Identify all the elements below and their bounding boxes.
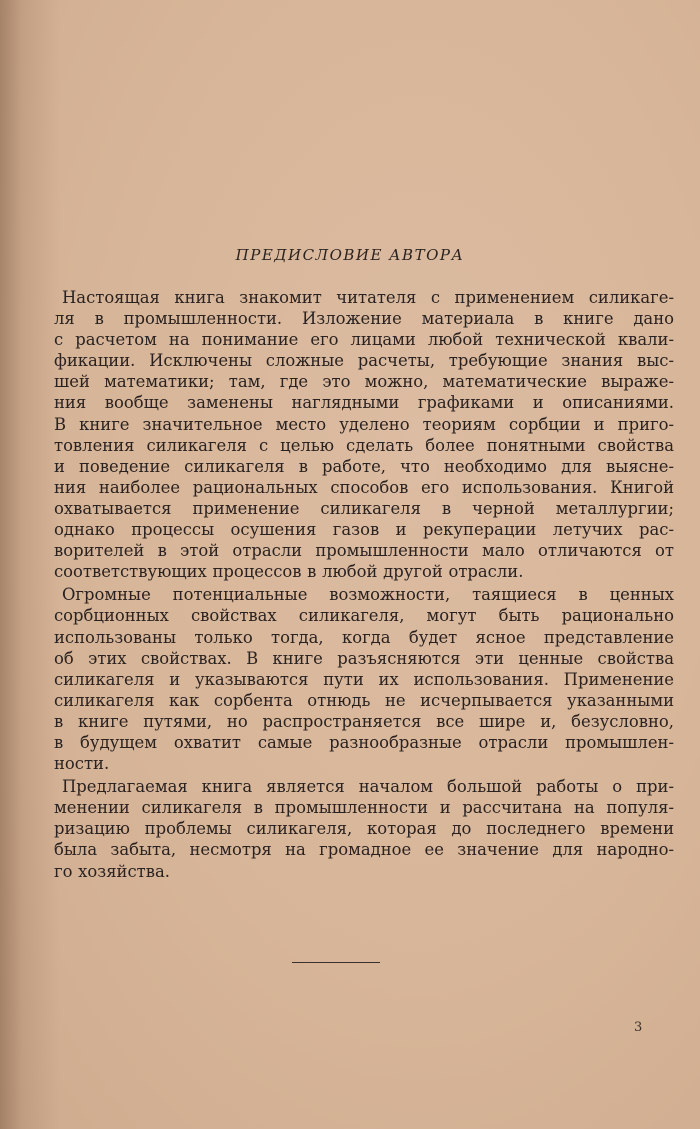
- paragraph: [54, 584, 674, 774]
- page-number: 3: [634, 1020, 643, 1035]
- text-line: фикации. Исключены сложные расчеты, требующие знания выс-: [54, 351, 674, 371]
- text-line: силикагеля и указываются пути их использования. Применение: [54, 669, 674, 689]
- text-line: товления силикагеля с целью сделать более понятными свойства: [54, 435, 674, 455]
- text-line: ности.: [54, 754, 110, 774]
- text-line: об этих свойствах. В книге разъясняются эти ценные свойства: [54, 648, 674, 668]
- paragraph: [54, 776, 674, 881]
- text-line: шей математики; там, где это можно, математические выраже-: [54, 372, 674, 392]
- text-line: Огромные потенциальные возможности, таящиеся в ценных: [62, 585, 674, 605]
- text-line: менении силикагеля в промышленности и рассчитана на популя-: [54, 798, 674, 818]
- text-line: однако процессы осушения газов и рекуперации летучих рас-: [54, 520, 674, 540]
- text-line: ния наиболее рациональных способов его использования. Книгой: [54, 477, 674, 497]
- text-line: ния вообще заменены наглядными графиками и описаниями.: [54, 393, 674, 413]
- text-line: го хозяйства.: [54, 861, 170, 881]
- text-line: использованы только тогда, когда будет ясное представление: [54, 627, 674, 647]
- preface-body: [54, 287, 674, 882]
- text-line: ля в промышленности. Изложение материала в книге дано: [54, 309, 674, 329]
- paragraph: [54, 287, 674, 582]
- text-line: Настоящая книга знакомит читателя с применением силикаге-: [62, 288, 674, 307]
- page-heading: ПРЕДИСЛОВИЕ АВТОРА: [235, 246, 465, 264]
- text-line: ворителей в этой отрасли промышленности мало отличаются от: [54, 541, 674, 561]
- text-line: была забыта, несмотря на громадное ее значение для народно-: [54, 840, 674, 860]
- text-line: с расчетом на понимание его лицами любой технической квали-: [54, 330, 674, 350]
- text-line: ризацию проблемы силикагеля, которая до последнего времени: [54, 819, 674, 839]
- text-line: соответствующих процессов в любой другой отрасли.: [54, 562, 524, 582]
- text-line: в книге путями, но распространяется все шире и, безусловно,: [54, 711, 674, 731]
- text-line: силикагеля как сорбента отнюдь не исчерпывается указанными: [54, 690, 674, 710]
- text-line: В книге значительное место уделено теориям сорбции и приго-: [54, 414, 674, 434]
- text-line: в будущем охватит самые разнообразные отрасли промышлен-: [54, 732, 674, 752]
- text-line: Предлагаемая книга является началом большой работы о при-: [62, 777, 674, 797]
- text-line: и поведение силикагеля в работе, что необходимо для выясне-: [54, 456, 674, 476]
- text-line: охватывается применение силикагеля в черной металлургии;: [54, 498, 674, 518]
- text-line: сорбционных свойствах силикагеля, могут быть рационально: [54, 606, 674, 626]
- section-divider: [292, 962, 380, 963]
